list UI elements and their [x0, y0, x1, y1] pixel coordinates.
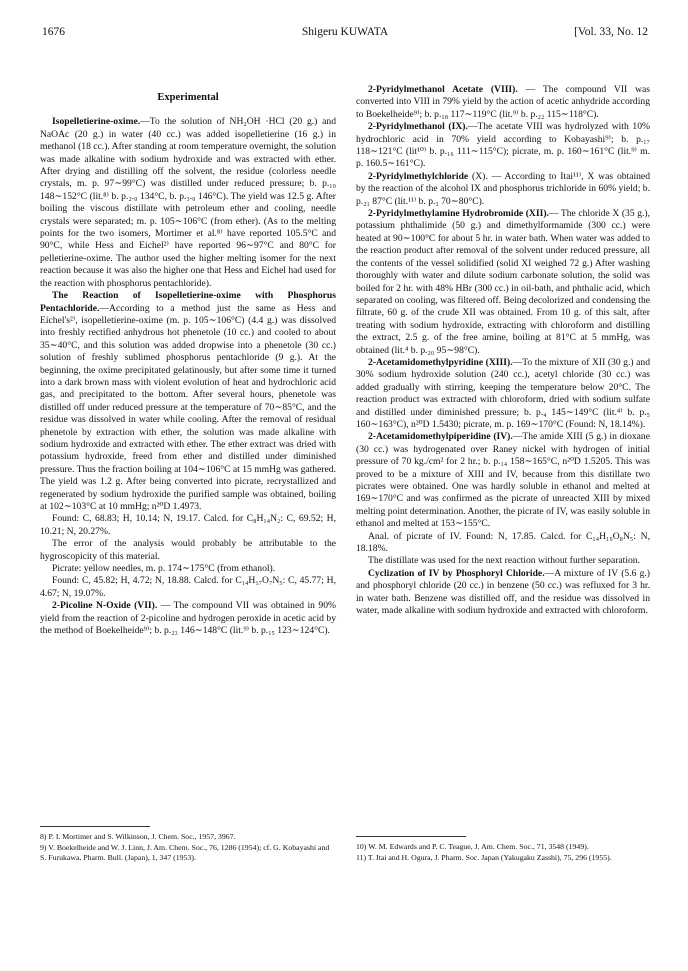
running-header — [42, 26, 648, 42]
left-paragraph — [40, 563, 336, 575]
page-number: 1676 — [42, 26, 65, 38]
volume-info: [Vol. 33, No. 12 — [574, 26, 648, 38]
paragraph-text: —The amide XIII (5 g.) in dioxane (30 cc.) was hydrogenated over Raney nickel with hydrogen of initial pressure of 70 kg./cm² for 2 hr.; b. p.₁₄ 158∼165°C, n²⁰D 1.5205. This was proved to be a mixture of XIII and IV, because from this distillate two picrates were obtained. One was hardly soluble in ethanol and melted at 169∼170°C and was confirmed as the picrate of unreacted XIII by mixed melting point determination. Another, the picrate of IV, was easily soluble in ethanol and melted at 153∼155°C. — [356, 431, 650, 530]
right-paragraph — [356, 121, 650, 171]
running-author: Shigeru KUWATA — [301, 26, 389, 38]
paragraph-text: Picrate: yellow needles, m. p. 174∼175°C (from ethanol). — [52, 563, 276, 575]
right-paragraph — [356, 568, 650, 618]
left-column-body — [40, 116, 336, 637]
paragraph-heading: 2-Picoline N-Oxide (VII). — [52, 600, 158, 612]
paragraph-text: —To the mixture of XII (30 g.) and 30% sodium hydroxide solution (240 cc.), acetyl chloride (30 cc.) was added gradually with stirring, keeping the temperature below 20°C. The reaction product was extracted with chloroform, dried with sodium sulfate and distilled under diminished pressure; b. p.₄ 145∼149°C (lit.⁴⁾ b. p.₅ 160∼163°C), n²⁰D 1.5430; picrate, m. p. 169∼170°C (Found: N, 18.14%). — [356, 356, 650, 430]
paragraph-text: Anal. of picrate of IV. Found: N, 17.85. Calcd. for C₁₄H₁₉O₈N₅: N, 18.18%. — [356, 530, 650, 555]
paragraph-heading: 2-Pyridylmethylchloride — [368, 170, 469, 182]
left-paragraph — [40, 116, 336, 290]
paragraph-text: The distillate was used for the next reaction without further separation. — [368, 555, 641, 567]
footnote: 9) V. Boekelheide and W. J. Linn, J. Am. Chem. Soc., 76, 1286 (1954); cf. G. Kobayashi and S. Furukawa, Pharm. Bull. (Japan), 1, 347 (1953). — [40, 843, 330, 862]
left-paragraph — [40, 513, 336, 538]
section-title: Experimental — [157, 92, 219, 103]
paragraph-text: — The compound VII was converted into VIII in 79% yield by the action of acetic anhydride according to Boekelheide⁹⁾; b. p.₁₈ 117∼119°C (lit.⁹⁾ b. p.₂₂ 115∼118°C). — [356, 84, 650, 120]
right-paragraph — [356, 431, 650, 530]
footnotes-left — [40, 832, 336, 864]
paragraph-text: Found: C, 68.83; H, 10.14; N, 19.17. Calcd. for C₈H₁₄N₂: C, 69.52; H, 10.21; N, 20.27%. — [40, 513, 336, 537]
paragraph-text: — The compound VII was obtained in 90% yield from the reaction of 2-picoline and hydrogen peroxide in acetic acid by the method of Boekelheide⁹⁾; b. p.₂₃ 146∼148°C (lit.⁹⁾ b. p.₁₅ 123∼124°C). — [40, 600, 336, 637]
paragraph-text: (X). — According to Itai¹¹⁾, X was obtained by the reaction of the alcohol IX and phosphorus trichloride in 60% yield; b. p.₂₁ 87°C (lit.¹¹⁾ b. p.₃ 70∼80°C). — [356, 170, 650, 207]
paragraph-text: —A mixture of IV (5.6 g.) and phosphoryl chloride (20 cc.) in benzene (50 cc.) was refluxed for 3 hr. in water bath. Benzene was distilled off, and the residue was dissolved in water, made alkaline with sodium hydroxide and extracted with chloroform. — [356, 567, 650, 617]
footnote: 11) T. Itai and H. Ogura, J. Pharm. Soc. Japan (Yakugaku Zasshi), 75, 296 (1955). — [356, 853, 612, 862]
paragraph-heading: 2-Pyridylmethanol (IX). — [368, 121, 468, 133]
paragraph-text: — The chloride X (35 g.), potassium phthalimide (50 g.) and dimethylformamide (300 cc.) were heated at 90∼100°C for about 5 hr. in water bath. When water was added to the reaction product after removal of the solvent under reduced pressure, all the contents of the vessel solidified (solid XI weighed 72 g.) After washing thoroughly with water and dilute sodium carbonate solution, the solid was boiled for 2 hr. with 48% HBr (300 cc.) in oil-bath, and phthalic acid, which separated on cooling, was filtered off. Being decolorized and condensing the filtrate, 60 g. of the crude XII was obtained. From 10 g. of this salt, after treating with sodium hydroxide, extracting with chloroform and distilling the extract, 2.5 g. of the free amine, boiling at 81°C at 5 mmHg, was obtained (lit.⁴ b. p.₂₀ 95∼98°C). — [356, 208, 650, 356]
footnote-rule-right — [356, 836, 466, 837]
left-paragraph — [40, 575, 336, 600]
left-paragraph — [40, 600, 336, 637]
paragraph-heading: 2-Acetamidomethylpiperidine (IV). — [368, 431, 513, 443]
left-paragraph — [40, 538, 336, 563]
paragraph-text: Found: C, 45.82; H, 4.72; N, 18.88. Calcd. for C₁₄H₁₇O₇N₅: C, 45.77; H, 4.67; N, 19.07%. — [40, 575, 336, 599]
footnote: 10) W. M. Edwards and P. C. Teague, J. Am. Chem. Soc., 71, 3548 (1949). — [356, 842, 589, 851]
paragraph-heading: Isopelletierine-oxime. — [52, 116, 141, 128]
footnote-rule-left — [40, 826, 150, 827]
right-column-body — [356, 84, 650, 617]
right-paragraph — [356, 357, 650, 431]
footnote: 8) P. I. Mortimer and S. Wilkinson, J. Chem. Soc., 1957, 3967. — [40, 832, 236, 841]
right-paragraph — [356, 84, 650, 121]
footnotes-right — [356, 842, 650, 864]
left-paragraph — [40, 290, 336, 513]
paragraph-text: —To the solution of NH₂OH ·HCl (20 g.) and NaOAc (20 g.) in water (40 cc.) was added isopelletierine (16 g.) in methanol (18 cc.). After standing at room temperature overnight, the solution was made alkaline with sodium hydroxide and was extracted with ether. After drying and distilling off the solvent, the residue (colorless needle crystals, m. p. 97∼99°C) was distilled under reduced pressure; b. p.₁₀ 148∼152°C (lit.⁸⁾ b. p.₂.₀ 134°C, b. p.₃.₀ 146°C). The yield was 12.5 g. After boiling the viscous distillate with petroleum ether and cooling, needle crystals were separated; m. p. 105∼106°C (from ether). (As to the melting points for the two isomers, Mortimer et al.⁸⁾ have reported 105.5°C and 90°C, while Hess and Eichel²⁾ have reported 96∼97°C and 80°C for pelletierine-oxime. The author used the higher melting isomer for the next reaction because it was also the higher one that Hess and Eichel had used for the reaction with phosphorus pentachloride). — [40, 116, 336, 289]
right-paragraph — [356, 208, 650, 357]
right-paragraph — [356, 171, 650, 208]
paragraph-heading: 2-Acetamidomethylpyridine (XIII). — [368, 356, 513, 368]
right-paragraph — [356, 555, 650, 567]
paragraph-text: —According to a method just the same as Hess and Eichel's²⁾, isopelletierine-oxime (m. p. 105∼106°C) (4.4 g.) was dissolved into freshly rectified anhydrous hot phenetole (10 cc.) and cooled to about 35∼40°C, and this solution was added dropwise into a phenetole (30 cc.) solution of freshly sublimed phosphorus pentachloride (9 g.). At the beginning, the oxime precipitated gelatinously, but after some time it turned into a dark brown mass with violent evolution of heat and hydrochloric acid gas, and precipitated to the bottom. After several hours, phenetole was distilled off under reduced pressure at the temperature of 70∼85°C, and the residue was dissolved in water while cooling. After the removal of residual phenetole by extraction with ether, the solution was made alkaline with sodium hydroxide and extracted with ether. The ether extract was dried with potassium hydroxide, freed from ether and distilled under diminished pressure. Thus the fraction boiling at 104∼106°C at 15 mmHg was gathered. The yield was 1.2 g. After being converted into picrate, recrystallized and regenerated by sodium hydroxide the purified sample was obtained, boiling at 102∼103°C at 10 mmHg; n²⁰D 1.4973. — [40, 302, 336, 512]
right-column — [356, 84, 650, 617]
paragraph-heading: 2-Pyridylmethylamine Hydrobromide (XII). — [368, 208, 549, 220]
paragraph-text: —The acetate VIII was hydrolyzed with 10% hydrochloric acid in 70% yield according to Kobayashi⁹⁾; b. p.₁₇ 118∼121°C (lit¹⁰⁾ b. p.₁₆ 111∼115°C); picrate, m. p. 160∼161°C (lit.⁹⁾ m. p. 160.5∼161°C). — [356, 121, 650, 170]
paragraph-heading: 2-Pyridylmethanol Acetate (VIII). — [368, 84, 518, 95]
right-paragraph — [356, 531, 650, 556]
paragraph-heading: The Reaction of Isopelletierine-oxime with Phosphorus Pentachloride. — [40, 290, 336, 314]
paragraph-heading: Cyclization of IV by Phosphoryl Chloride. — [368, 567, 545, 579]
left-column — [40, 92, 336, 637]
paragraph-text: The error of the analysis would probably be attributable to the hygroscopicity of this material. — [40, 538, 336, 562]
